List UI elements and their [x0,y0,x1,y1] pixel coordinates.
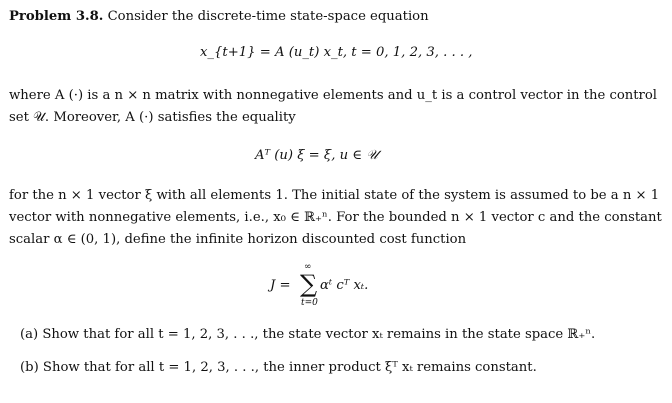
summation-symbol: ∑ [300,270,318,298]
cost-lhs: J = [270,278,291,293]
paragraph-2-line-3: scalar α ∈ (0, 1), define the infinite horizon discounted cost function [9,232,467,247]
part-a: (a) Show that for all t = 1, 2, 3, . . ., the state vector xₜ remains in the state space ℝ₊ⁿ. [20,327,596,342]
sum-upper-limit: ∞ [304,262,312,272]
equation-equality: Aᵀ (u) ξ = ξ, u ∈ 𝒰 [255,148,379,163]
equation-cost-function [270,262,390,308]
cost-rhs: αᵗ cᵀ xₜ. [320,278,369,293]
problem-header [9,9,429,24]
paragraph-2-line-2: vector with nonnegative elements, i.e., x₀ ∈ ℝ₊ⁿ. For the bounded n × 1 vector c and the constant [9,210,662,225]
part-b: (b) Show that for all t = 1, 2, 3, . . ., the inner product ξᵀ xₜ remains constant. [20,360,537,375]
equation-state-space: x_{t+1} = A (u_t) x_t, t = 0, 1, 2, 3, . . . , [200,45,473,60]
paragraph-1-line-2: set 𝒰. Moreover, A (·) satisfies the equality [9,110,296,125]
paragraph-1-line-1: where A (·) is a n × n matrix with nonnegative elements and u_t is a control vector in the control [9,88,658,103]
paragraph-2-line-1: for the n × 1 vector ξ with all elements 1. The initial state of the system is assumed to be a n × 1 [9,188,660,203]
sum-lower-limit: t=0 [301,298,318,308]
problem-label: Problem 3.8. [9,9,104,24]
problem-intro: Consider the discrete-time state-space equation [107,9,429,24]
